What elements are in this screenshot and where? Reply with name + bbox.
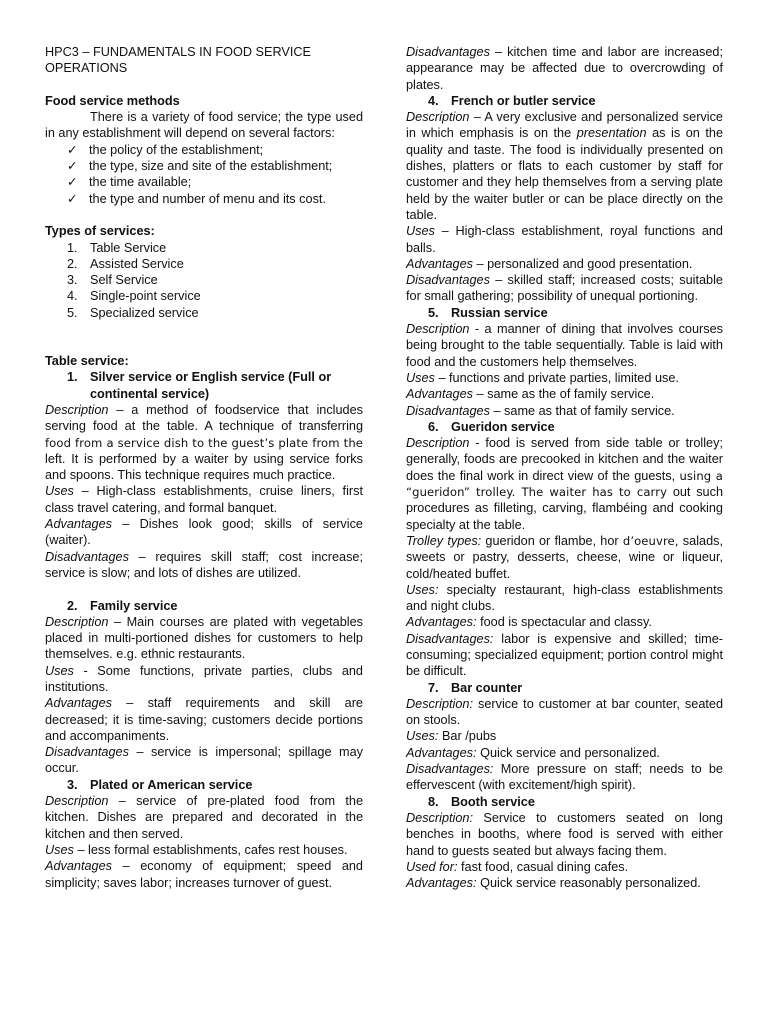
- booth-advantages: Advantages: Quick service reasonably personalized.: [406, 876, 701, 891]
- section-heading-table-service: Table service:: [45, 354, 129, 369]
- list-item: 4. Single-point service: [67, 289, 201, 304]
- check-icon: ✓: [67, 142, 78, 157]
- gueridon-uses: Uses: specialty restaurant, high-class establishments and night clubs.: [406, 582, 723, 614]
- bar-advantages: Advantages: Quick service and personalized.: [406, 745, 660, 760]
- gueridon-trolley-types: Trolley types: gueridon or flambe, hor d’oeuvre, salads, sweets or pastry, desserts, cheese, wine or liqueur, cold/heated buffet.: [406, 533, 723, 581]
- section-heading-methods: Food service methods: [45, 93, 180, 108]
- check-icon: ✓: [67, 191, 78, 206]
- plated-advantages: Advantages – economy of equipment; speed and simplicity; saves labor; increases turnover of guest.: [45, 859, 363, 890]
- russian-advantages: Advantages – same as the of family service.: [406, 387, 655, 402]
- list-item: 1. Table Service: [67, 240, 167, 255]
- silver-advantages: Advantages – Dishes look good; skills of service (waiter).: [45, 517, 363, 548]
- plated-description: Description – service of pre-plated food from the kitchen. Dishes are prepared and decorated in the kitchen and then served.: [45, 794, 364, 841]
- document-title: HPC3 – FUNDAMENTALS IN FOOD SERVICE OPERATIONS: [45, 45, 312, 76]
- french-advantages: Advantages – personalized and good presentation.: [406, 256, 693, 271]
- service-heading-silver: 1. Silver service or English service (Full or continental service): [67, 370, 332, 401]
- service-heading-french: 4. French or butler service: [428, 93, 596, 108]
- silver-disadvantages: Disadvantages – requires skill staff; cost increase; service is slow; and lots of dishes are utilized.: [45, 549, 363, 580]
- family-disadvantages: Disadvantages – service is impersonal; spillage may occur.: [45, 745, 363, 776]
- gueridon-advantages: Advantages: food is spectacular and classy.: [406, 615, 652, 630]
- gueridon-disadvantages: Disadvantages: labor is expensive and skilled; time-consuming; specialized equipment; portion control might be difficult.: [406, 631, 723, 679]
- list-item: 2. Assisted Service: [67, 256, 184, 271]
- gueridon-description: Description - food is served from side table or trolley; generally, foods are precooked in kitchen and the waiter does the final work in direct view of the guests, using a “gueridon” trolley. The waiter has to carry out such procedures as filleting, carving, flambéing and cooking specialty at the table.: [406, 436, 724, 532]
- list-item: ✓ the time available;: [67, 175, 192, 190]
- section-heading-types: Types of services:: [45, 224, 155, 239]
- list-item: 3. Self Service: [67, 273, 158, 288]
- check-icon: ✓: [67, 175, 78, 190]
- silver-description: Description – a method of foodservice that includes serving food at the table. A technique of transferring food from a service dish to the guest’s plate from the left. It is performed by a waiter by using service forks and spoons. This technique requires much practice.: [45, 402, 363, 483]
- service-heading-booth: 8. Booth service: [428, 794, 535, 809]
- plated-disadvantages: Disadvantages – kitchen time and labor are increased; appearance may be affected due to overcrowding of plates.: [406, 45, 723, 92]
- list-item: ✓ the type and number of menu and its cost.: [67, 191, 326, 206]
- plated-uses: Uses – less formal establishments, cafes rest houses.: [45, 842, 348, 857]
- family-uses: Uses - Some functions, private parties, clubs and institutions.: [45, 663, 363, 694]
- family-description: Description – Main courses are plated with vegetables placed in multi-portioned dishes for customers to help themselves. e.g. ethnic restaurants.: [45, 614, 363, 662]
- bar-disadvantages: Disadvantages: More pressure on staff; needs to be effervescent (with excitement/high spirit).: [406, 762, 723, 793]
- list-item: ✓ the type, size and site of the establishment;: [67, 159, 333, 174]
- silver-uses: Uses – High-class establishments, cruise liners, first class travel catering, and formal banquet.: [45, 484, 363, 515]
- service-heading-russian: 5. Russian service: [428, 305, 548, 320]
- right-column: [406, 44, 723, 891]
- service-heading-family: 2. Family service: [67, 598, 178, 613]
- russian-disadvantages: Disadvantages – same as that of family service.: [406, 403, 675, 418]
- booth-used-for: Used for: fast food, casual dining cafes.: [406, 859, 629, 874]
- russian-uses: Uses – functions and private parties, limited use.: [406, 370, 679, 385]
- check-icon: ✓: [67, 159, 78, 174]
- left-column: [45, 44, 363, 891]
- service-heading-gueridon: 6. Gueridon service: [428, 419, 555, 434]
- bar-description: Description: service to customer at bar counter, seated on stools.: [406, 696, 724, 728]
- russian-description: Description - a manner of dining that involves courses being brought to the table sequentially. Table is laid with food and the customers help themselves.: [406, 322, 723, 369]
- service-heading-bar: 7. Bar counter: [428, 680, 523, 695]
- french-disadvantages: Disadvantages – skilled staff; increased costs; suitable for small gathering; possibility of unequal portioning.: [406, 273, 723, 304]
- service-heading-plated: 3. Plated or American service: [67, 777, 253, 792]
- bar-uses: Uses: Bar /pubs: [406, 729, 497, 744]
- family-advantages: Advantages – staff requirements and skill are decreased; it is time-saving; customers decide portions and accompaniments.: [45, 696, 363, 743]
- types-list: [45, 240, 363, 321]
- french-uses: Uses – High-class establishment, royal functions and balls.: [406, 224, 723, 255]
- factor-list: [45, 142, 363, 207]
- french-description: Description – A very exclusive and personalized service in which emphasis is on the presentation as is on the quality and taste. The food is individually presented on dishes, platters or flats to each customer by staff for customer and they help themselves from a serving plate held by the waiter butler or can be place directly on the table.: [406, 110, 723, 222]
- booth-description: Description: Service to customers seated on long benches in booths, where food is served with either hand to guests seated but always facing them.: [406, 810, 723, 858]
- list-item: 5. Specialized service: [67, 305, 199, 320]
- list-item: ✓ the policy of the establishment;: [67, 142, 264, 157]
- methods-intro: There is a variety of food service; the type used in any establishment will depend on several factors:: [45, 110, 363, 141]
